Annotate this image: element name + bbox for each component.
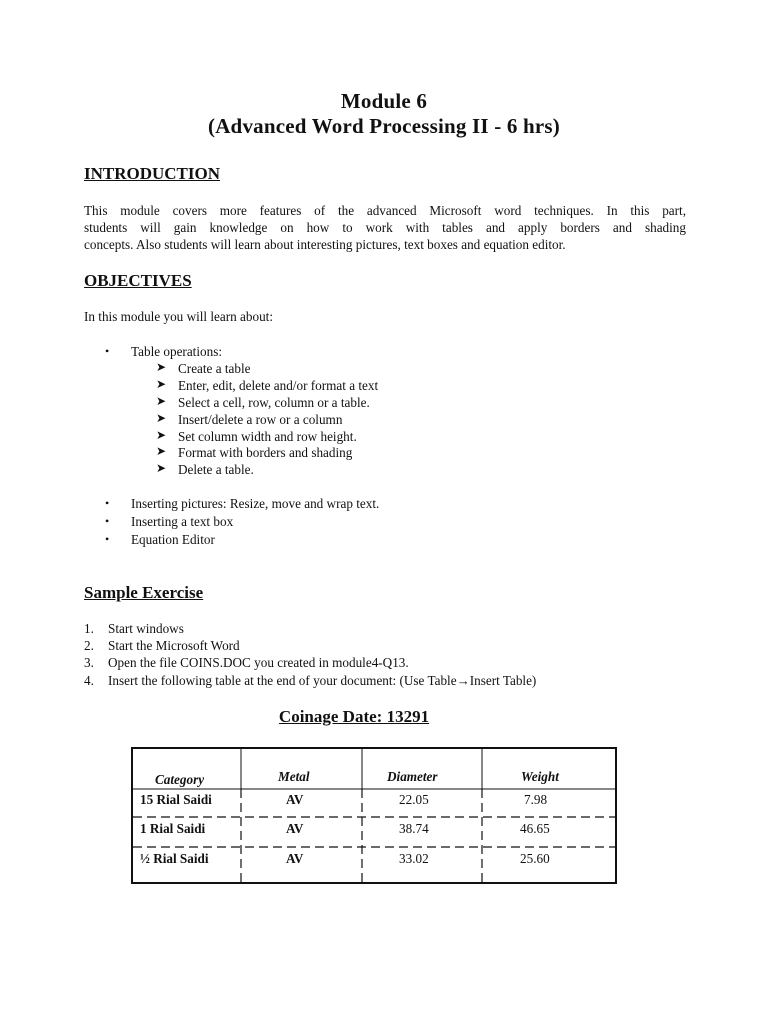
- objective-pictures: Inserting pictures: Resize, move and wrap text.: [131, 496, 380, 511]
- intro-line-2: students will gain knowledge on how to work with tables and apply borders and shading: [84, 220, 686, 235]
- table-cell: AV: [286, 851, 304, 866]
- objectives-intro: In this module you will learn about:: [84, 309, 273, 324]
- arrow-bullet-icon: ➤: [156, 428, 167, 442]
- table-cell: 22.05: [399, 792, 429, 807]
- subitem-7: Delete a table.: [178, 462, 254, 477]
- table-cell: 25.60: [520, 851, 550, 866]
- table-cell: 15 Rial Saidi: [140, 792, 212, 807]
- subitem-1: Create a table: [178, 361, 251, 376]
- introduction-heading: INTRODUCTION: [84, 164, 221, 183]
- header-metal: Metal: [278, 769, 310, 784]
- subitem-5: Set column width and row height.: [178, 429, 357, 444]
- arrow-bullet-icon: ➤: [156, 461, 167, 475]
- header-category: Category: [155, 772, 205, 787]
- step-text: Start the Microsoft Word: [108, 638, 240, 653]
- objective-equation-editor: Equation Editor: [131, 532, 215, 547]
- step-number: 3.: [84, 655, 94, 670]
- header-weight: Weight: [521, 769, 559, 784]
- introduction-paragraph: [84, 202, 686, 253]
- sample-exercise-heading: Sample Exercise: [84, 583, 204, 602]
- step-number: 2.: [84, 638, 94, 653]
- coinage-table: [131, 747, 617, 884]
- step-text: Insert the following table at the end of your document: (Use Table→Insert Table): [108, 673, 537, 688]
- step-number: 4.: [84, 673, 94, 688]
- table-cell: AV: [286, 792, 304, 807]
- subitem-6: Format with borders and shading: [178, 445, 353, 460]
- objectives-heading: OBJECTIVES: [84, 271, 192, 290]
- arrow-bullet-icon: ➤: [156, 394, 167, 408]
- subitem-4: Insert/delete a row or a column: [178, 412, 343, 427]
- table-title: Coinage Date: 13291: [278, 707, 430, 726]
- module-subtitle: (Advanced Word Processing II - 6 hrs): [208, 114, 560, 138]
- table-cell: ½ Rial Saidi: [140, 851, 209, 866]
- table-cell: 1 Rial Saidi: [140, 821, 206, 836]
- objective-textbox: Inserting a text box: [131, 514, 234, 529]
- step-text: Open the file COINS.DOC you created in module4-Q13.: [108, 655, 409, 670]
- subitem-3: Select a cell, row, column or a table.: [178, 395, 370, 410]
- arrow-bullet-icon: ➤: [156, 377, 167, 391]
- arrow-bullet-icon: ➤: [156, 411, 167, 425]
- bullet-icon: •: [105, 496, 110, 510]
- module-title: Module 6: [340, 89, 428, 113]
- intro-line-3: concepts. Also students will learn about interesting pictures, text boxes and equation editor.: [84, 237, 566, 252]
- step-number: 1.: [84, 621, 94, 636]
- table-operations-label: Table operations:: [131, 344, 222, 359]
- table-cell: 33.02: [399, 851, 429, 866]
- table-cell: AV: [286, 821, 304, 836]
- bullet-icon: •: [105, 514, 110, 528]
- table-cell: 7.98: [524, 792, 548, 807]
- arrow-bullet-icon: ➤: [156, 444, 167, 458]
- step-text: Start windows: [108, 621, 184, 636]
- table-cell: 38.74: [399, 821, 429, 836]
- header-diameter: Diameter: [387, 769, 438, 784]
- table-cell: 46.65: [520, 821, 550, 836]
- subitem-2: Enter, edit, delete and/or format a text: [178, 378, 379, 393]
- intro-line-1: This module covers more features of the advanced Microsoft word techniques. In this part,: [84, 203, 686, 218]
- bullet-icon: •: [105, 532, 110, 546]
- arrow-bullet-icon: ➤: [156, 360, 167, 374]
- bullet-icon: •: [105, 344, 110, 358]
